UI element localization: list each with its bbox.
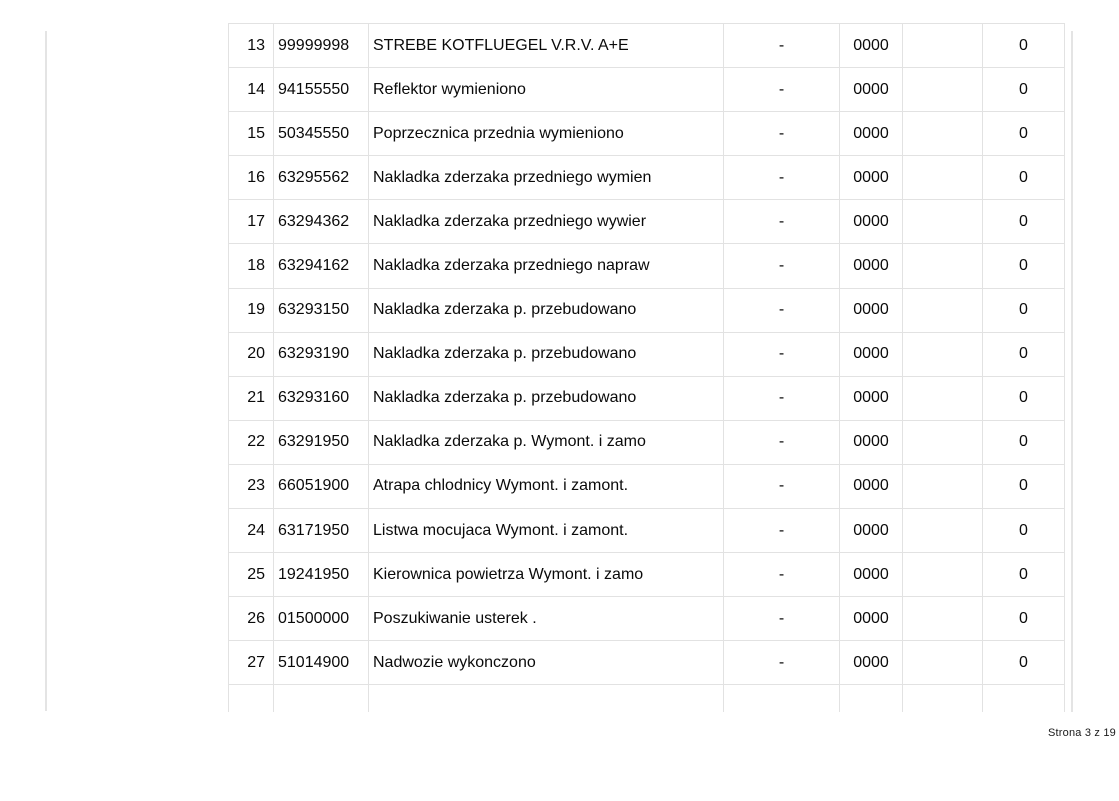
- table-row: [229, 509, 1065, 553]
- cell-dash-value: -: [724, 509, 840, 553]
- cell-position-number: 19: [229, 288, 274, 332]
- cell-zeros-value: 0000: [840, 200, 903, 244]
- cell-description: Reflektor wymieniono: [369, 68, 724, 112]
- cell-description: Listwa mocujaca Wymont. i zamont.: [369, 509, 724, 553]
- table-row: [229, 553, 1065, 597]
- cell-zeros-value: 0000: [840, 332, 903, 376]
- cell-description: Poszukiwanie usterek .: [369, 597, 724, 641]
- cell-zeros-value: 0000: [840, 68, 903, 112]
- cell-description: Nakladka zderzaka przedniego wymien: [369, 156, 724, 200]
- cell-dash-value: -: [724, 24, 840, 68]
- worklist-table-container: [228, 23, 1068, 712]
- cell-amount-value: 0: [983, 420, 1065, 464]
- cell-amount-value: 0: [983, 112, 1065, 156]
- table-row: [229, 685, 1065, 712]
- cell-dash-value: -: [724, 244, 840, 288]
- cell-description: Nakladka zderzaka p. Wymont. i zamo: [369, 420, 724, 464]
- cell-blank: [903, 332, 983, 376]
- cell-zeros-value: 0000: [840, 509, 903, 553]
- cell-dash-value: -: [724, 112, 840, 156]
- cell-zeros-value: 0000: [840, 24, 903, 68]
- cell-operation-code: 63293150: [274, 288, 369, 332]
- cell-operation-code: 50345550: [274, 112, 369, 156]
- page-frame-left-border: [45, 31, 47, 711]
- cell-blank: [903, 553, 983, 597]
- cell-blank: [903, 685, 983, 712]
- cell-position-number: 17: [229, 200, 274, 244]
- table-row: [229, 24, 1065, 68]
- cell-zeros-value: 0000: [840, 553, 903, 597]
- cell-dash-value: -: [724, 156, 840, 200]
- cell-operation-code: 63293160: [274, 376, 369, 420]
- cell-dash-value: -: [724, 464, 840, 508]
- cell-operation-code: 66051900: [274, 464, 369, 508]
- table-row: [229, 68, 1065, 112]
- cell-zeros-value: 0000: [840, 464, 903, 508]
- cell-dash-value: -: [724, 597, 840, 641]
- cell-amount-value: 0: [983, 376, 1065, 420]
- cell-blank: [903, 509, 983, 553]
- cell-amount-value: 0: [983, 156, 1065, 200]
- cell-zeros-value: 0000: [840, 288, 903, 332]
- cell-position-number: 18: [229, 244, 274, 288]
- cell-dash-value: [724, 685, 840, 712]
- cell-blank: [903, 200, 983, 244]
- cell-amount-value: 0: [983, 24, 1065, 68]
- cell-blank: [903, 288, 983, 332]
- page-frame-right-border: [1071, 31, 1073, 712]
- table-row: [229, 464, 1065, 508]
- cell-operation-code: 63291950: [274, 420, 369, 464]
- table-row: [229, 156, 1065, 200]
- cell-operation-code: 63171950: [274, 509, 369, 553]
- cell-description: [369, 685, 724, 712]
- cell-zeros-value: 0000: [840, 376, 903, 420]
- cell-operation-code: 99999998: [274, 24, 369, 68]
- cell-position-number: 15: [229, 112, 274, 156]
- cell-blank: [903, 156, 983, 200]
- cell-description: Nakladka zderzaka p. przebudowano: [369, 332, 724, 376]
- cell-zeros-value: 0000: [840, 597, 903, 641]
- cell-operation-code: 01500000: [274, 597, 369, 641]
- cell-amount-value: 0: [983, 464, 1065, 508]
- cell-description: STREBE KOTFLUEGEL V.R.V. A+E: [369, 24, 724, 68]
- cell-dash-value: -: [724, 332, 840, 376]
- cell-position-number: 16: [229, 156, 274, 200]
- cell-zeros-value: 0000: [840, 641, 903, 685]
- cell-blank: [903, 244, 983, 288]
- cell-amount-value: 0: [983, 244, 1065, 288]
- cell-position-number: 21: [229, 376, 274, 420]
- cell-dash-value: -: [724, 68, 840, 112]
- cell-amount-value: 0: [983, 553, 1065, 597]
- cell-description: Nakladka zderzaka przedniego napraw: [369, 244, 724, 288]
- cell-dash-value: -: [724, 641, 840, 685]
- cell-operation-code: 63293190: [274, 332, 369, 376]
- cell-position-number: 22: [229, 420, 274, 464]
- cell-dash-value: -: [724, 288, 840, 332]
- cell-operation-code: 63294362: [274, 200, 369, 244]
- cell-description: Nadwozie wykonczono: [369, 641, 724, 685]
- cell-amount-value: 0: [983, 332, 1065, 376]
- cell-amount-value: 0: [983, 200, 1065, 244]
- cell-dash-value: -: [724, 200, 840, 244]
- cell-amount-value: 0: [983, 68, 1065, 112]
- page-number-label: Strona 3 z 19: [1047, 727, 1116, 739]
- cell-operation-code: 63295562: [274, 156, 369, 200]
- cell-amount-value: 0: [983, 288, 1065, 332]
- cell-position-number: 25: [229, 553, 274, 597]
- cell-description: Atrapa chlodnicy Wymont. i zamont.: [369, 464, 724, 508]
- cell-amount-value: 0: [983, 509, 1065, 553]
- table-row: [229, 112, 1065, 156]
- cell-zeros-value: 0000: [840, 244, 903, 288]
- cell-description: Kierownica powietrza Wymont. i zamo: [369, 553, 724, 597]
- cell-operation-code: 19241950: [274, 553, 369, 597]
- table-row: [229, 641, 1065, 685]
- cell-zeros-value: 0000: [840, 156, 903, 200]
- cell-position-number: 13: [229, 24, 274, 68]
- cell-blank: [903, 464, 983, 508]
- cell-blank: [903, 641, 983, 685]
- cell-operation-code: [274, 685, 369, 712]
- cell-zeros-value: 0000: [840, 112, 903, 156]
- cell-dash-value: -: [724, 553, 840, 597]
- cell-description: Nakladka zderzaka przedniego wywier: [369, 200, 724, 244]
- cell-position-number: 26: [229, 597, 274, 641]
- table-row: [229, 200, 1065, 244]
- cell-position-number: 23: [229, 464, 274, 508]
- cell-blank: [903, 420, 983, 464]
- cell-amount-value: 0: [983, 597, 1065, 641]
- cell-position-number: 27: [229, 641, 274, 685]
- cell-amount-value: [983, 685, 1065, 712]
- cell-dash-value: -: [724, 376, 840, 420]
- cell-blank: [903, 376, 983, 420]
- cell-position-number: [229, 685, 274, 712]
- cell-position-number: 20: [229, 332, 274, 376]
- cell-dash-value: -: [724, 420, 840, 464]
- cell-operation-code: 51014900: [274, 641, 369, 685]
- cell-position-number: 24: [229, 509, 274, 553]
- table-row: [229, 288, 1065, 332]
- cell-description: Nakladka zderzaka p. przebudowano: [369, 288, 724, 332]
- cell-description: Poprzecznica przednia wymieniono: [369, 112, 724, 156]
- cell-description: Nakladka zderzaka p. przebudowano: [369, 376, 724, 420]
- table-row: [229, 420, 1065, 464]
- table-row: [229, 597, 1065, 641]
- table-row: [229, 376, 1065, 420]
- cell-blank: [903, 24, 983, 68]
- cell-blank: [903, 112, 983, 156]
- cell-amount-value: 0: [983, 641, 1065, 685]
- cell-position-number: 14: [229, 68, 274, 112]
- worklist-table: [228, 23, 1065, 712]
- table-row: [229, 244, 1065, 288]
- cell-blank: [903, 597, 983, 641]
- cell-operation-code: 63294162: [274, 244, 369, 288]
- cell-zeros-value: 0000: [840, 420, 903, 464]
- cell-operation-code: 94155550: [274, 68, 369, 112]
- table-row: [229, 332, 1065, 376]
- cell-blank: [903, 68, 983, 112]
- cell-zeros-value: [840, 685, 903, 712]
